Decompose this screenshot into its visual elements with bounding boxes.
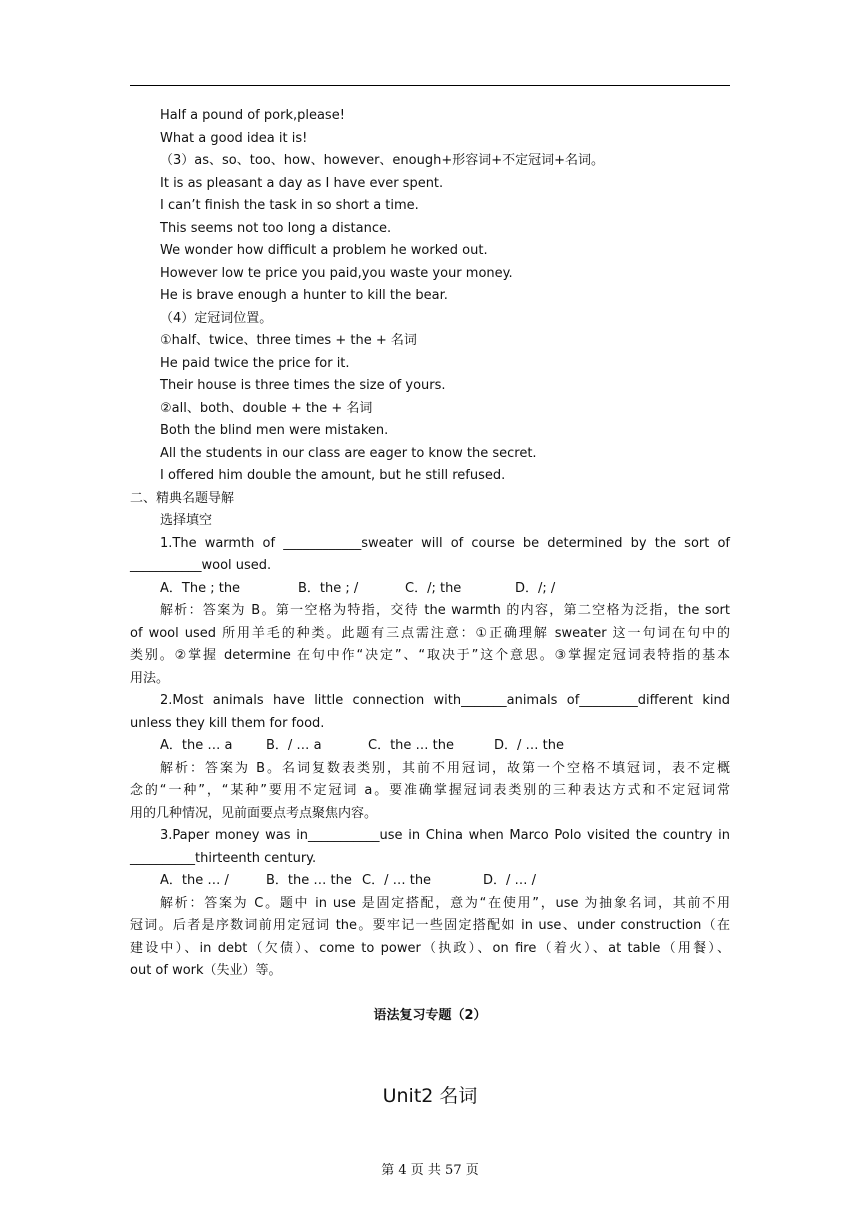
section-heading: 二、精典名题导解 — [130, 491, 235, 506]
text-line: This seems not too long a distance. — [160, 221, 392, 236]
analysis-line: 类别。②掌握 determine 在句中作“决定”、“取决于”这个意思。③掌握定冠词表特指的基本 — [130, 648, 730, 663]
analysis-line: of wool used 所用羊毛的种类。此题有三点需注意：①正确理解 sweater 这一句词在句中的 — [130, 626, 730, 641]
option-d: D．/ … the — [494, 738, 564, 753]
text-line: We wonder how difficult a problem he worked out. — [160, 243, 488, 258]
text-line: It is as pleasant a day as I have ever spent. — [160, 176, 444, 191]
header-rule — [130, 85, 730, 86]
text-line: All the students in our class are eager to know the secret. — [160, 446, 537, 461]
text-line: I can’t finish the task in so short a time. — [160, 198, 419, 213]
question-1-line-2: ___________wool used. — [130, 558, 272, 573]
text-line: ①half、twice、three times + the + 名词 — [160, 333, 417, 348]
text-line: ②all、both、double + the + 名词 — [160, 401, 373, 416]
text-line: What a good idea it is! — [160, 131, 308, 146]
option-c: C．/ … the — [362, 873, 432, 888]
analysis-line: 解析：答案为 C。题中 in use 是固定搭配，意为“在使用”，use 为抽象名词，其前不用 — [160, 896, 730, 911]
option-b: B．the … the — [266, 873, 352, 888]
analysis-line: 解析：答案为 B。第一空格为特指，交待 the warmth 的内容，第二空格为泛指，the sort — [160, 603, 730, 618]
text-line: He paid twice the price for it. — [160, 356, 350, 371]
question-1-line-1: 1.The warmth of ____________sweater will of course be determined by the sort of — [160, 536, 730, 551]
page-footer: 第 4 页 共 57 页 — [381, 1163, 479, 1178]
option-a: A．The ; the — [160, 581, 241, 596]
question-2-line-1: 2.Most animals have little connection with_______animals of_________different kind — [160, 693, 730, 708]
text-line: （4）定冠词位置。 — [160, 311, 273, 326]
section-subtitle: 语法复习专题（2） — [373, 1008, 487, 1023]
analysis-line: 冠词。后者是序数词前用定冠词 the。要牢记一些固定搭配如 in use、under construction（在 — [130, 918, 730, 933]
option-c: C．/; the — [405, 581, 462, 596]
text-line: Their house is three times the size of yours. — [160, 378, 446, 393]
option-d: D．/; / — [515, 581, 556, 596]
text-line: He is brave enough a hunter to kill the bear. — [160, 288, 448, 303]
analysis-line: 建设中）、in debt（欠债）、come to power（执政）、on fire（着火）、at table（用餐）、 — [130, 941, 730, 956]
analysis-line: 用法。 — [130, 671, 170, 686]
option-b: B．the ; / — [298, 581, 359, 596]
text-line: （3）as、so、too、how、however、enough+形容词+不定冠词+名词。 — [160, 153, 605, 168]
question-3-line-1: 3.Paper money was in___________use in China when Marco Polo visited the country in — [160, 828, 730, 843]
option-a: A．the … / — [160, 873, 229, 888]
unit-title: Unit2 名词 — [382, 1085, 478, 1107]
text-line: Both the blind men were mistaken. — [160, 423, 389, 438]
analysis-line: 念的“一种”，“某种”要用不定冠词 a。要准确掌握冠词表类别的三种表达方式和不定冠词常 — [130, 783, 730, 798]
analysis-line: 解析：答案为 B。名词复数表类别，其前不用冠词，故第一个空格不填冠词，表不定概 — [160, 761, 730, 776]
option-c: C．the … the — [368, 738, 455, 753]
option-a: A．the … a — [160, 738, 233, 753]
analysis-line: out of work（失业）等。 — [130, 963, 282, 978]
question-3-line-2: __________thirteenth century. — [130, 851, 317, 866]
text-line: Half a pound of pork,please! — [160, 108, 345, 123]
text-line: I offered him double the amount, but he still refused. — [160, 468, 506, 483]
question-2-line-2: unless they kill them for food. — [130, 716, 325, 731]
option-d: D．/ … / — [483, 873, 537, 888]
exercise-label: 选择填空 — [160, 513, 213, 528]
analysis-line: 用的几种情况，见前面要点考点聚焦内容。 — [130, 806, 378, 821]
option-b: B．/ … a — [266, 738, 322, 753]
text-line: However low te price you paid,you waste your money. — [160, 266, 513, 281]
